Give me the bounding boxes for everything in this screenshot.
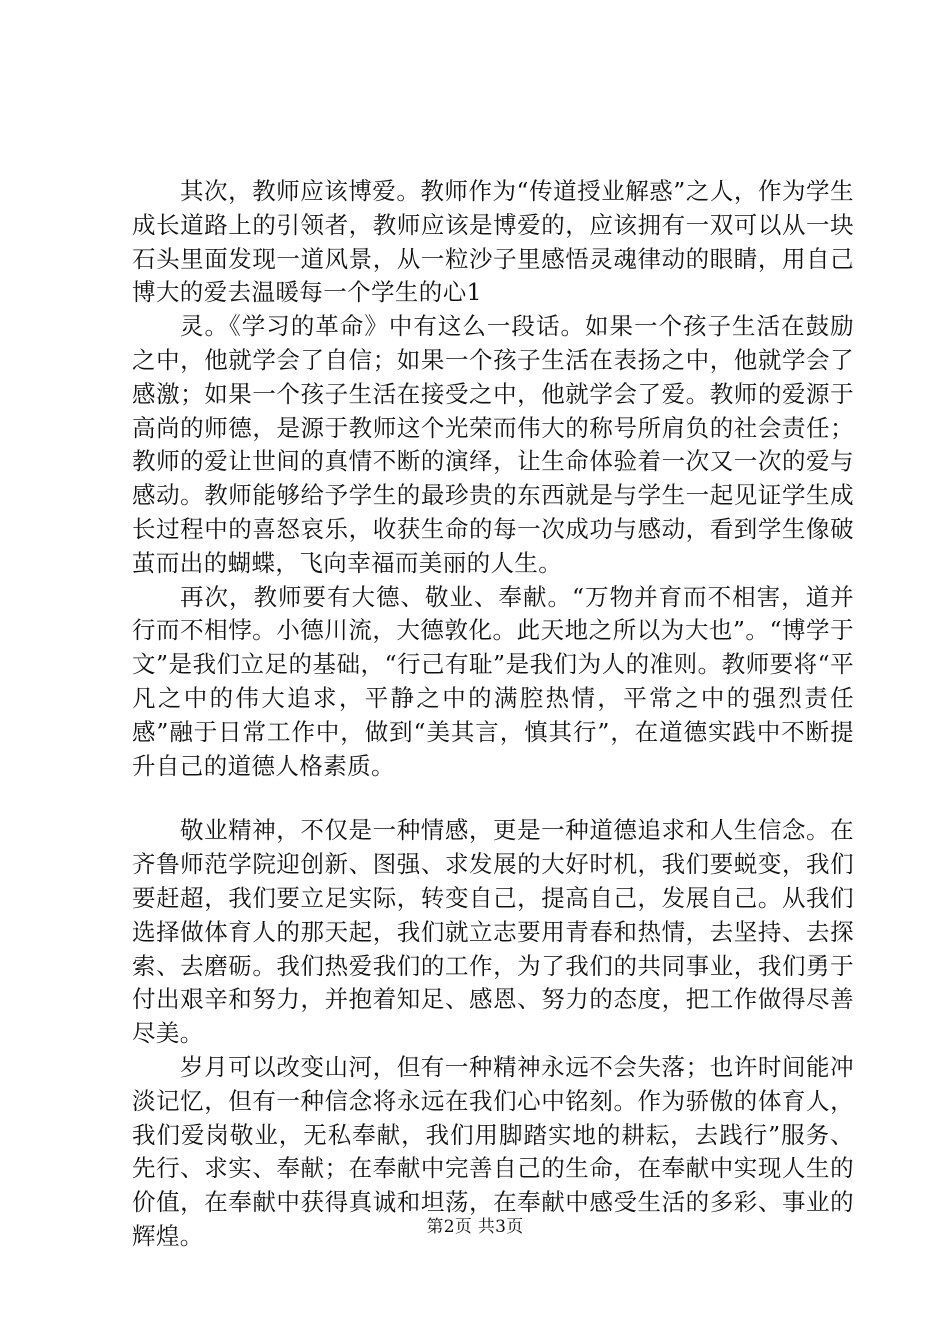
paragraph-5: 岁月可以改变山河，但有一种精神永远不会失落；也许时间能冲淡记忆，但有一种信念将永远在我们心中铭刻。作为骄傲的体育人，我们爱岗敬业，无私奉献，我们用脚踏实地的耕耘，去践行”服务、先行、求实、奉献；在奉献中完善自己的生命，在奉献中实现人生的价值，在奉献中获得真诚和坦荡，在奉献中感受生活的多彩、事业的辉煌。 (132, 1052, 854, 1250)
paragraph-3: 再次，教师要有大德、敬业、奉献。“万物并育而不相害，道并行而不相悖。小德川流，大德敦化。此天地之所以为大也”。“博学于文”是我们立足的基础，“行己有耻”是我们为人的准则。教师要将“平凡之中的伟大追求，平静之中的满腔热情，平常之中的强烈责任感”融于日常工作中，做到“美其言，慎其行”，在道德实践中不断提升自己的道德人格素质。 (132, 582, 854, 780)
document-body (132, 175, 854, 1254)
page-number-footer: 第2页 共3页 (426, 1217, 524, 1237)
paragraph-1: 其次，教师应该博爱。教师作为“传道授业解惑”之人，作为学生成长道路上的引领者，教师应该是博爱的，应该拥有一双可以从一块石头里面发现一道风景，从一粒沙子里感悟灵魂律动的眼睛，用自己博大的爱去温暖每一个学生的心1 (132, 177, 854, 307)
paragraph-4: 敬业精神，不仅是一种情感，更是一种道德追求和人生信念。在齐鲁师范学院迎创新、图强、求发展的大好时机，我们要蜕变，我们要赶超，我们要立足实际，转变自己，提高自己，发展自己。从我们选择做体育人的那天起，我们就立志要用青春和热情，去坚持、去探索、去磨砺。我们热爱我们的工作，为了我们的共同事业，我们勇于付出艰辛和努力，并抱着知足、感恩、努力的态度，把工作做得尽善尽美。 (132, 816, 854, 1048)
paragraph-2: 灵。《学习的革命》中有这么一段话。如果一个孩子生活在鼓励之中，他就学会了自信；如果一个孩子生活在表扬之中，他就学会了感激；如果一个孩子生活在接受之中，他就学会了爱。教师的爱源于高尚的师德，是源于教师这个光荣而伟大的称号所肩负的社会责任；教师的爱让世间的真情不断的演绎，让生命体验着一次又一次的爱与感动。教师能够给予学生的最珍贵的东西就是与学生一起见证学生成长过程中的喜怒哀乐，收获生命的每一次成功与感动，看到学生像破茧而出的蝴蝶，飞向幸福而美丽的人生。 (132, 312, 854, 577)
